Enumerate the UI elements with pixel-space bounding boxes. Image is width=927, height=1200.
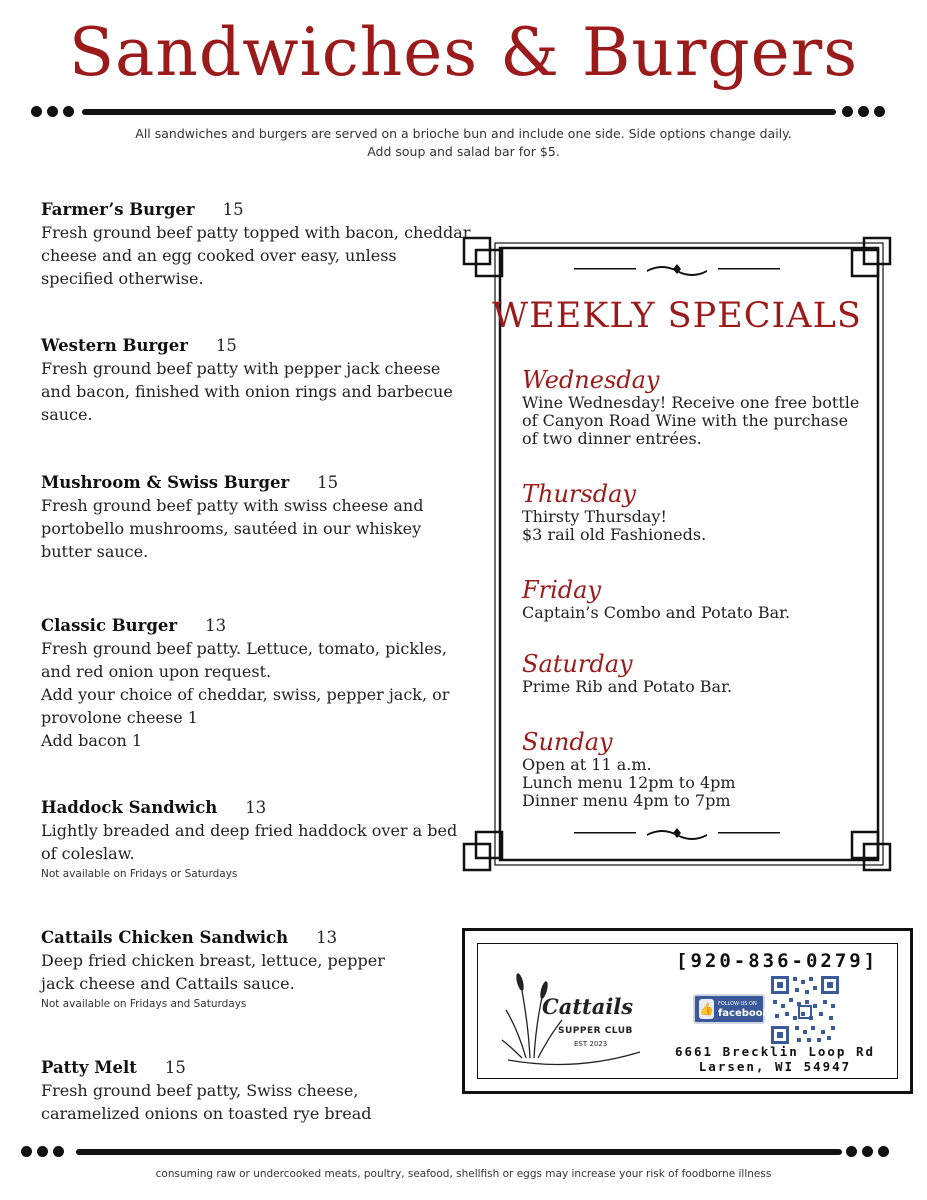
facebook-follow-label: FOLLOW US ON (717, 1001, 757, 1007)
item-price: 15 (317, 473, 339, 492)
item-description: Lightly breaded and deep fried haddock over a bed of coleslaw. (41, 821, 458, 863)
item-name: Cattails Chicken Sandwich (41, 928, 289, 947)
item-addon-cheese: Add your choice of cheddar, swiss, pepper jack, or provolone cheese 1 (41, 685, 450, 727)
special-thursday (522, 480, 862, 544)
special-day-name: Wednesday (522, 366, 660, 394)
logo-name: Cattails (542, 994, 634, 1019)
header-dots-left (31, 106, 74, 117)
menu-item-patty-melt (41, 1058, 471, 1125)
logo-established: EST 2023 (574, 1040, 608, 1048)
special-day-text: Thirsty Thursday! $3 rail old Fashioneds. (522, 507, 707, 544)
menu-item-western-burger (41, 336, 471, 426)
menu-item-haddock-sandwich (41, 798, 471, 880)
menu-item-classic-burger (41, 616, 471, 752)
item-price: 15 (215, 336, 237, 355)
footer-disclaimer: consuming raw or undercooked meats, poultry, seafood, shellfish or eggs may increase your risk of foodborne illness (155, 1168, 772, 1180)
footer-dots-left (21, 1146, 64, 1157)
address: 6661 Brecklin Loop Rd Larsen, WI 54947 (674, 1044, 876, 1074)
facebook-follow-badge[interactable] (693, 994, 770, 1024)
facebook-label: facebook (717, 1008, 770, 1019)
item-description: Fresh ground beef patty, Swiss cheese, caramelized onions on toasted rye bread (41, 1081, 372, 1123)
contact-card (462, 928, 913, 1094)
footer-rule (76, 1149, 842, 1155)
subtitle-line-2: Add soup and salad bar for $5. (367, 144, 560, 159)
special-day-text: Prime Rib and Potato Bar. (522, 677, 733, 696)
header-rule (82, 109, 836, 115)
footer-dots-right (846, 1146, 889, 1157)
weekly-specials-panel (462, 236, 892, 872)
special-saturday (522, 650, 862, 696)
item-price: 13 (316, 928, 338, 947)
item-name: Classic Burger (41, 616, 178, 635)
item-price: 13 (205, 616, 227, 635)
item-price: 15 (164, 1058, 186, 1077)
item-price: 15 (222, 200, 244, 219)
menu-item-mushroom-swiss-burger (41, 473, 471, 563)
phone-number: [920-836-0279] (676, 950, 879, 972)
contact-card-inner (477, 943, 898, 1079)
item-name: Farmer’s Burger (41, 200, 195, 219)
special-day-name: Friday (522, 576, 602, 604)
header-dots-right (842, 106, 885, 117)
special-friday (522, 576, 862, 622)
special-day-name: Thursday (522, 480, 636, 508)
item-description: Fresh ground beef patty with pepper jack cheese and bacon, finished with onion rings and barbecue sauce. (41, 359, 453, 424)
item-description: Deep fried chicken breast, lettuce, pepper jack cheese and Cattails sauce. (41, 951, 385, 993)
item-description: Fresh ground beef patty topped with bacon, cheddar cheese and an egg cooked over easy, unless specified otherwise. (41, 223, 471, 288)
menu-item-farmers-burger (41, 200, 471, 290)
menu-item-cattails-chicken-sandwich (41, 928, 471, 1010)
item-name: Western Burger (41, 336, 188, 355)
cattails-logo (500, 960, 650, 1070)
item-addon-bacon: Add bacon 1 (41, 731, 143, 750)
special-day-text: Wine Wednesday! Receive one free bottle of Canyon Road Wine with the purchase of two dinner entrées. (522, 393, 860, 448)
item-price: 13 (245, 798, 267, 817)
item-name: Patty Melt (41, 1058, 137, 1077)
item-note: Not available on Fridays and Saturdays (41, 998, 247, 1010)
item-note: Not available on Fridays or Saturdays (41, 868, 238, 880)
logo-subtitle: SUPPER CLUB (558, 1026, 633, 1036)
specials-title: WEEKLY SPECIALS (492, 296, 862, 336)
item-name: Mushroom & Swiss Burger (41, 473, 290, 492)
special-sunday (522, 728, 862, 810)
special-day-name: Saturday (522, 650, 633, 678)
special-day-name: Sunday (522, 728, 613, 756)
item-description: Fresh ground beef patty with swiss cheese and portobello mushrooms, sautéed in our whiskey butter sauce. (41, 496, 424, 561)
qr-code-icon[interactable] (769, 974, 841, 1046)
item-description: Fresh ground beef patty. Lettuce, tomato, pickles, and red onion upon request. (41, 639, 447, 681)
item-name: Haddock Sandwich (41, 798, 218, 817)
special-day-text: Captain’s Combo and Potato Bar. (522, 603, 791, 622)
subtitle-line-1: All sandwiches and burgers are served on a brioche bun and include one side. Side options change daily. (135, 126, 792, 141)
special-wednesday (522, 366, 862, 448)
page-title: Sandwiches & Burgers (68, 14, 859, 91)
thumbs-up-icon: 👍 (699, 999, 714, 1019)
special-day-text: Open at 11 a.m. Lunch menu 12pm to 4pm Dinner menu 4pm to 7pm (522, 755, 736, 810)
